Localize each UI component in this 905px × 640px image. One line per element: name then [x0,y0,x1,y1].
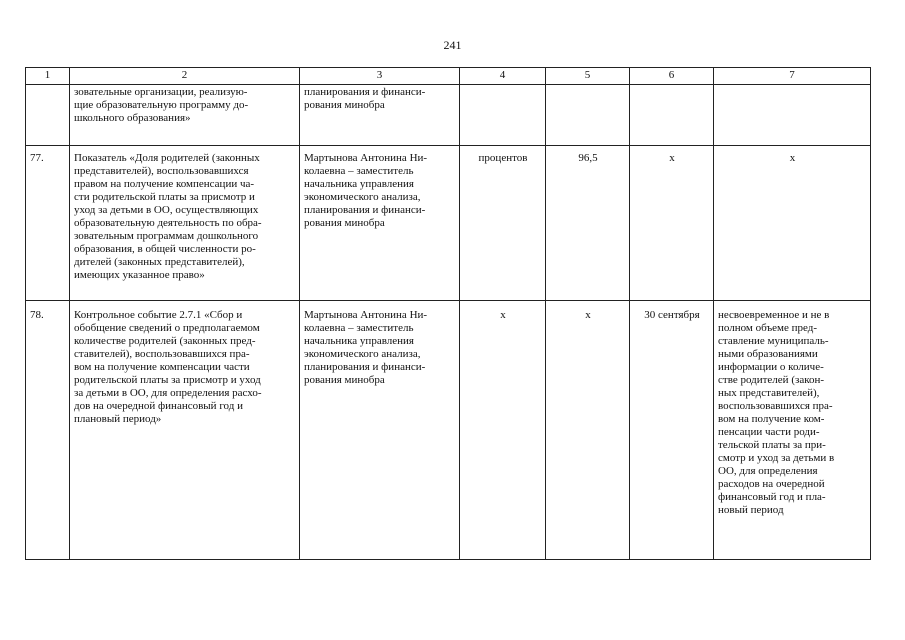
table-row [26,146,871,301]
row-name-cell: Контрольное событие 2.7.1 «Сбор и обобщение сведений о предполагаемом количестве родителей (законных пред- ставителей), воспользовавшихся пра- вом на получение компенсации части родительской платы за присмотр и уход за детьми в ОО, для определения расхо- дов на очередной финансовый год и плановый период» [70,301,300,560]
page-number: 241 [443,38,462,52]
row-number-cell [26,85,70,146]
row-risk-cell: несвоевременное и не в полном объеме пред- ставление муниципаль- ными образованиями информации о количе- стве родителей (закон- ных представителей), воспользовавшихся пра- вом на получение ком- пенсации части роди- тельской платы за при- смотр и уход за детьми в ОО, для определения расходов на очередной финансовый год и пла- новый период [714,301,871,560]
table-header-row [26,68,871,85]
row-unit-cell: процентов [460,146,546,301]
column-header: 3 [300,68,460,85]
column-header: 7 [714,68,871,85]
row-date-cell [630,85,714,146]
row-value-cell: 96,5 [546,146,630,301]
row-unit-cell: х [460,301,546,560]
column-header: 6 [630,68,714,85]
row-date-cell: х [630,146,714,301]
row-number-cell: 77. [26,146,70,301]
column-header: 1 [26,68,70,85]
row-date-cell: 30 сентября [630,301,714,560]
row-number-cell: 78. [26,301,70,560]
column-header: 4 [460,68,546,85]
row-value-cell [546,85,630,146]
column-header: 2 [70,68,300,85]
row-responsible-cell: планирования и финанси- рования минобра [300,85,460,146]
row-name-cell: Показатель «Доля родителей (законных представителей), воспользовавшихся правом на получение компенсации ча- сти родительской платы за присмотр и уход за детьми в ОО, осуществляющих образовательную деятельность по обра- зовательным программам дошкольного образования, в общей численности ро- дителей (законных представителей), имеющих указанное право» [70,146,300,301]
document-table [25,67,871,560]
table-row [26,301,871,560]
row-value-cell: х [546,301,630,560]
row-unit-cell [460,85,546,146]
table-row [26,85,871,146]
row-responsible-cell: Мартынова Антонина Ни- колаевна – заместитель начальника управления экономического анализа, планирования и финанси- рования минобра [300,301,460,560]
row-risk-cell: х [714,146,871,301]
row-risk-cell [714,85,871,146]
row-name-cell: зовательные организации, реализую- щие образовательную программу до- школьного образования» [70,85,300,146]
row-responsible-cell: Мартынова Антонина Ни- колаевна – заместитель начальника управления экономического анализа, планирования и финанси- рования минобра [300,146,460,301]
column-header: 5 [546,68,630,85]
